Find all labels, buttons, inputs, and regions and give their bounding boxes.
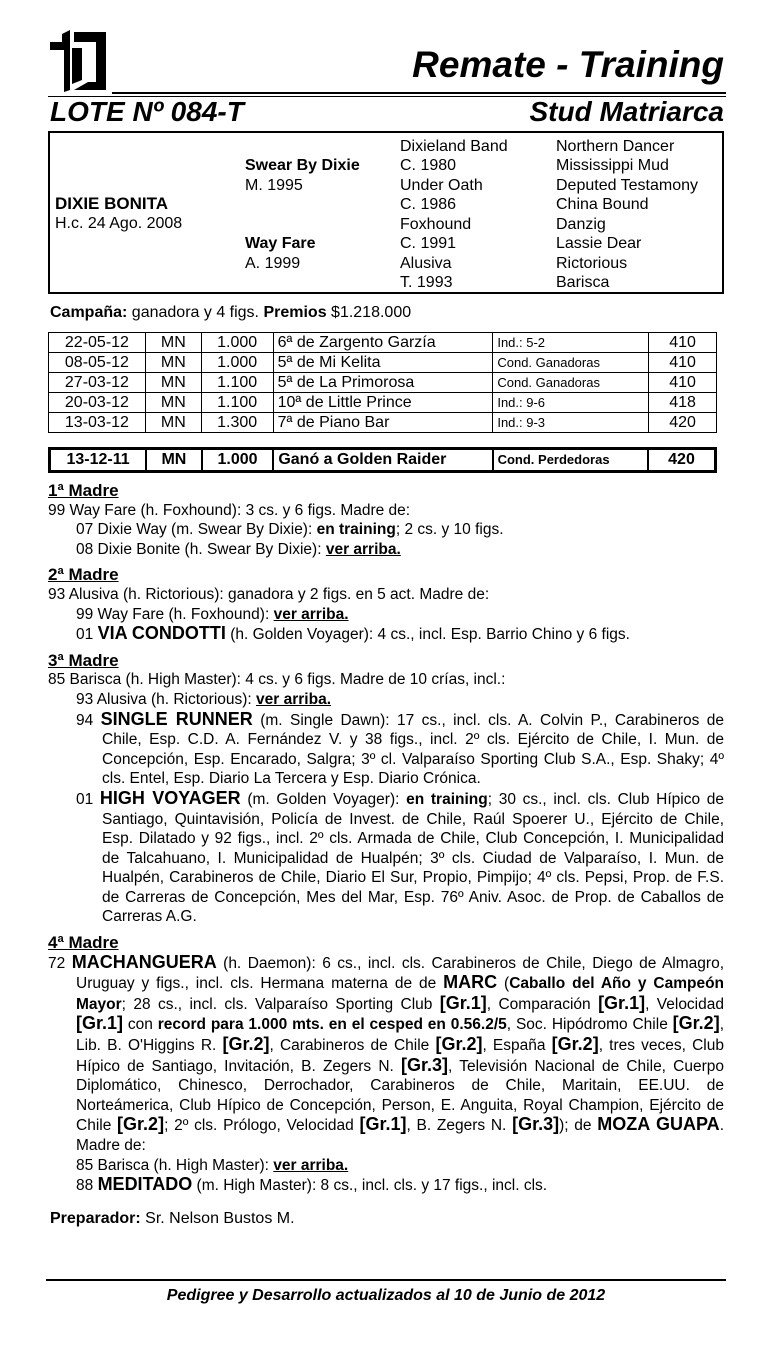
madre2-heading: 2ª Madre [48, 565, 119, 585]
madre1-line: 99 Way Fare (h. Foxhound): 3 cs. y 6 figs. Madre de: [48, 501, 411, 519]
race-result: 5ª de Mi Kelita [273, 353, 493, 373]
page-title: Remate - Training [412, 44, 724, 85]
table-row [49, 333, 717, 353]
logo-icon [48, 28, 108, 94]
race-date: 27-03-12 [49, 373, 146, 393]
race-track: MN [145, 333, 201, 353]
madre1-heading: 1ª Madre [48, 481, 119, 500]
madre4-line: 72 MACHANGUERA (h. Daemon): 6 cs., incl. cls. Carabineros de Chile, Diego de Almagro, Uruguay y figs., incl. cls. Hermana materna de de MARC (Caballo del Año y Campeón Mayor; 28 cs., incl. cls. Valparaíso Sporting Club [Gr.1], Comparación [Gr.1], Velocidad [Gr.1] con record para 1.000 mts. en el cesped en 0.56.2/5, Soc. Hipódromo Chile [Gr.2], Lib. B. O'Higgins R. [Gr.2], Carabineros de Chile [Gr.2], España [Gr.2], tres veces, Club Hípico de Santiago, Invitación, B. Zegers N. [Gr.3], Televisión Nacional de Chile, Cuerpo Diplomático, Chinesco, Derrochador, Carabineros de Chile, Maritain, EE.UU. de Norteámerica, Club Hípico de Concepción, Person, E. Anguita, Royal Champion, Ejército de Chile [Gr.2]; 2º cls. Prólogo, Velocidad [Gr.1], B. Zegers N. [Gr.3]); de MOZA GUAPA. Madre de: [48, 951, 725, 1154]
gen3-item: Northern Dancer [556, 138, 675, 155]
race-distance: 1.100 [201, 393, 273, 413]
gen2-item: C. 1986 [400, 196, 457, 213]
gen3-item: Rictorious [556, 255, 628, 272]
race-track: MN [145, 353, 201, 373]
race-condition: Cond. Ganadoras [493, 353, 649, 373]
madre3-child: 01 HIGH VOYAGER (m. Golden Voyager): en training; 30 cs., incl. cls. Club Hípico de Santiago, Quintavisión, Policía de Invest. de Chile, Raúl Spoerer U., Ejército de Chile, Esp. Dilatado y 92 figs., incl. 2º cls. Armada de Chile, Club Concepción, I. Municipalidad de Talcahuano, I. Municipalidad de Hualpén; 3º cls. Ciudad de Valparaíso, I. Mun. de Hualpén, Carabineros de Chile, Diario El Sur, Propio, Pimpijo; 4º cls. Pepsi, Prop. de F.S. de Carreras de Concepción, Mes del Mar, Esp. 76º Aniv. Asoc. de Prop. de Caballos de Carreras A.G. [76, 787, 724, 926]
race-condition: Ind.: 9-6 [493, 393, 649, 413]
race-result: 6ª de Zargento Garzía [273, 333, 493, 353]
stud-name: Stud Matriarca [529, 96, 724, 127]
preparador-value: Sr. Nelson Bustos M. [140, 1210, 295, 1227]
madre1-child: 08 Dixie Bonite (h. Swear By Dixie): ver arriba. [76, 540, 401, 558]
table-row [50, 449, 716, 472]
race-weight: 420 [649, 413, 717, 433]
gen2-item: Under Oath [400, 177, 483, 194]
dam-name: Way Fare [245, 235, 316, 252]
gen2-item: Dixieland Band [400, 138, 508, 155]
race-date: 20-03-12 [49, 393, 146, 413]
race-distance: 1.000 [201, 353, 273, 373]
gen3-item: Lassie Dear [556, 235, 642, 252]
table-row [49, 353, 717, 373]
race-track: MN [145, 373, 201, 393]
race-result: 10ª de Little Prince [273, 393, 493, 413]
madre2-line: 93 Alusiva (h. Rictorious): ganadora y 2 figs. en 5 act. Madre de: [48, 585, 490, 603]
campana-line [50, 304, 411, 322]
win-table [48, 447, 717, 473]
premios-label: Premios [263, 304, 327, 321]
race-track: MN [146, 449, 202, 472]
campana-label: Campaña: [50, 304, 128, 321]
gen3-item: Danzig [556, 216, 606, 233]
race-weight: 410 [649, 373, 717, 393]
madre2-child: 01 VIA CONDOTTI (h. Golden Voyager): 4 cs., incl. Esp. Barrio Chino y 6 figs. [76, 623, 630, 644]
dam-info: A. 1999 [245, 255, 301, 272]
gen2-item: C. 1991 [400, 235, 457, 252]
race-weight: 420 [648, 449, 716, 472]
footer-note: Pedigree y Desarrollo actualizados al 10 de Junio de 2012 [166, 1287, 606, 1304]
race-distance: 1.000 [201, 333, 273, 353]
gen3-item: Barisca [556, 274, 610, 291]
horse-info: H.c. 24 Ago. 2008 [55, 215, 183, 232]
race-track: MN [145, 393, 201, 413]
gen3-item: Mississippi Mud [556, 157, 669, 174]
madre1-child: 07 Dixie Way (m. Swear By Dixie): en training; 2 cs. y 10 figs. [76, 521, 504, 539]
race-date: 22-05-12 [49, 333, 146, 353]
madre3-child: 93 Alusiva (h. Rictorious): ver arriba. [76, 690, 332, 708]
preparador-line [50, 1210, 295, 1228]
table-row [49, 413, 717, 433]
madre4-child: 85 Barisca (h. High Master): ver arriba. [76, 1156, 349, 1174]
race-distance: 1.000 [202, 449, 274, 472]
footer-rule [46, 1279, 726, 1281]
race-result: 5ª de La Primorosa [273, 373, 493, 393]
gen2-item: Alusiva [400, 255, 452, 272]
lote-number: LOTE Nº 084-T [50, 96, 244, 127]
preparador-label: Preparador: [50, 1210, 141, 1227]
race-condition: Ind.: 9-3 [493, 413, 649, 433]
race-date: 13-03-12 [49, 413, 146, 433]
gen2-item: T. 1993 [400, 274, 453, 291]
race-date: 13-12-11 [50, 449, 147, 472]
race-table [48, 332, 717, 433]
horse-name: DIXIE BONITA [55, 194, 169, 213]
race-weight: 410 [649, 353, 717, 373]
campana-text: ganadora y 4 figs. [127, 304, 264, 321]
sire-name: Swear By Dixie [245, 157, 360, 174]
gen3-item: Deputed Testamony [556, 177, 699, 194]
race-result: Ganó a Golden Raider [273, 449, 492, 472]
race-condition: Cond. Perdedoras [493, 449, 648, 472]
family-section [48, 478, 724, 1196]
race-track: MN [145, 413, 201, 433]
premios-value: $1.218.000 [326, 304, 412, 321]
madre2-child: 99 Way Fare (h. Foxhound): ver arriba. [76, 605, 349, 623]
title-rule [112, 92, 726, 94]
race-weight: 410 [649, 333, 717, 353]
sire-info: M. 1995 [245, 177, 303, 194]
race-result: 7ª de Piano Bar [273, 413, 493, 433]
gen2-item: Foxhound [400, 216, 472, 233]
madre3-heading: 3ª Madre [48, 650, 119, 670]
race-date: 08-05-12 [49, 353, 146, 373]
race-condition: Cond. Ganadoras [493, 373, 649, 393]
table-row [49, 393, 717, 413]
race-condition: Ind.: 5-2 [493, 333, 649, 353]
race-distance: 1.300 [201, 413, 273, 433]
madre3-line: 85 Barisca (h. High Master): 4 cs. y 6 figs. Madre de 10 crías, incl.: [48, 671, 506, 689]
race-distance: 1.100 [201, 373, 273, 393]
madre3-child: 94 SINGLE RUNNER (m. Single Dawn): 17 cs., incl. cls. A. Colvin P., Carabineros de Chile, Esp. C.D. A. Fernández V. y 38 figs., incl. 2º cls. Ejército de Chile, I. Mun. de Concepción, Esp. Encarado, Salgra; 3º cl. Valparaíso Sporting Club S.A., Esp. Shaky; 4º cls. Entel, Esp. Diario La Tercera y Esp. Diario Crónica. [76, 708, 724, 788]
gen3-item: China Bound [556, 196, 649, 213]
madre4-child: 88 MEDITADO (m. High Master): 8 cs., incl. cls. y 17 figs., incl. cls. [76, 1174, 548, 1195]
table-row [49, 373, 717, 393]
gen2-item: C. 1980 [400, 157, 457, 174]
pedigree-box [48, 131, 724, 294]
madre4-heading: 4ª Madre [48, 933, 119, 953]
race-weight: 418 [649, 393, 717, 413]
